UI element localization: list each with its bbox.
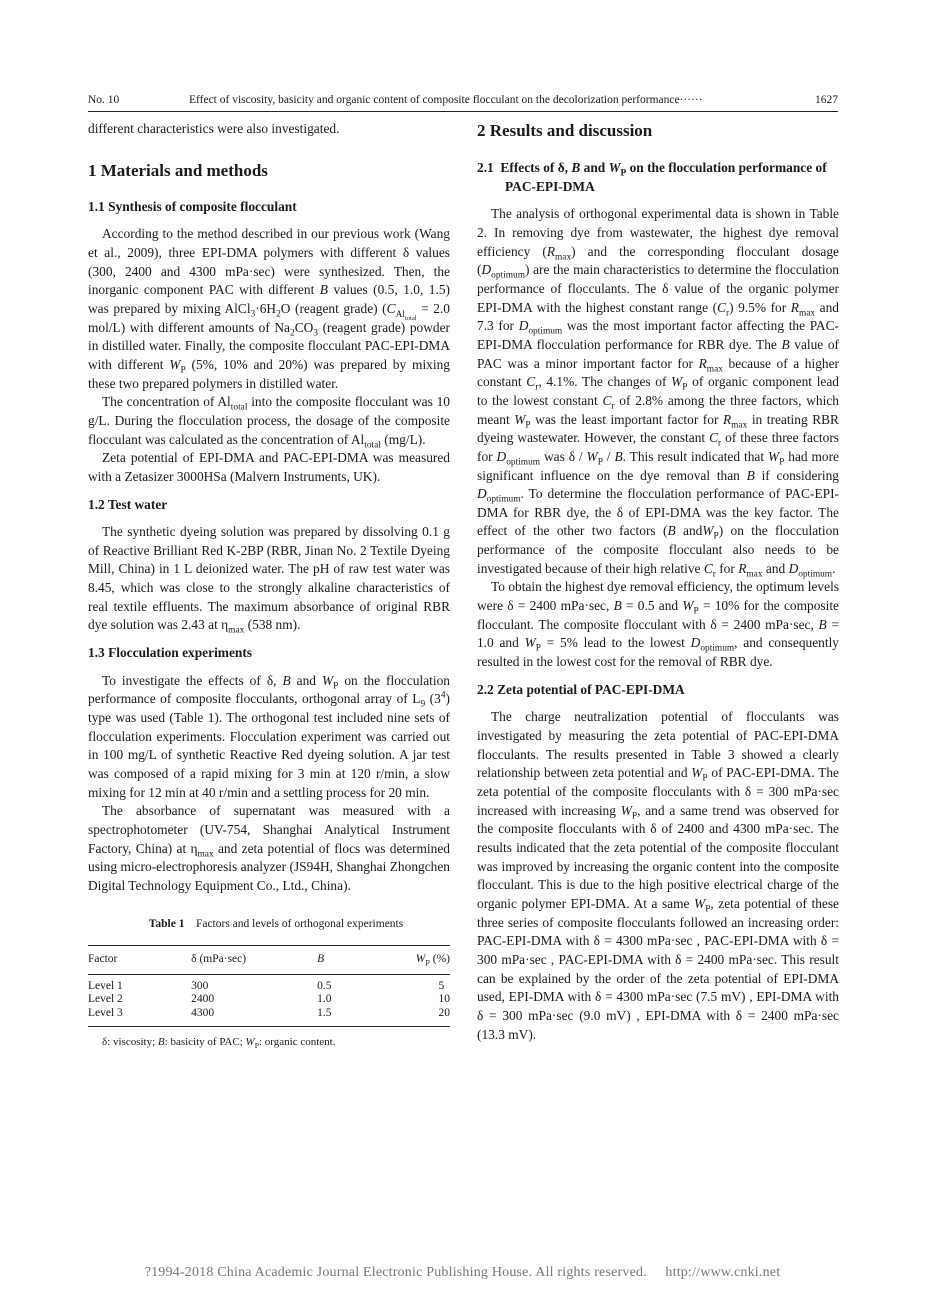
running-header bbox=[88, 94, 838, 110]
right-column bbox=[477, 120, 839, 1044]
table-header-row bbox=[88, 946, 450, 975]
paragraph: The charge neutralization potential of flocculants was investigated by measuring the zeta potential of PAC-EPI-DMA flocculants. The results presented in Table 3 showed a clearly relationship between zeta potential and $W_P$ of PAC-EPI-DMA. The zeta potential of the composite flocculants with δ = 300 mPa·sec increased with increasing $W_P$, and a same trend was observed for the composite flocculants with δ of 2400 and 4300 mPa·sec. The results indicated that the zeta potential of the composite flocculant was improved by increasing the organic content into the composite flocculant. This is due to the high positive electrical charge of the organic polymer EPI-DMA. At a same $W_P$, zeta potential of these three series of composite flocculants followed an increasing order: PAC-EPI-DMA with δ = 4300 mPa·sec , PAC-EPI-DMA with δ = 300 mPa·sec , PAC-EPI-DMA with δ = 2400 mPa·sec. This result can be explained by the order of the zeta potential of EPI-DMA used, EPI-DMA with δ = 4300 mPa·sec (7.5 mV) , EPI-DMA with δ = 300 mPa·sec (9.0 mV) , EPI-DMA with δ = 2400 mPa·sec (13.3 mV). bbox=[477, 709, 839, 1042]
table-row: Level 3 4300 1.5 20 bbox=[88, 1007, 450, 1027]
copyright-footer bbox=[0, 1265, 925, 1281]
paragraph: To obtain the highest dye removal efficiency, the optimum levels were δ = 2400 mPa·sec, B = 0.5 and $W_P = 10\%$ for the composite flocculant. The composite flocculant with δ = 2400 mPa·sec, B = 1.0 and $W_P = 5\%$ lead to the lowest $D_{optimum}$, and consequently resulted in the lowest cost for the removal of RBR dye. bbox=[477, 579, 840, 670]
section-1-3-title: 1.3 Flocculation experiments bbox=[88, 645, 253, 661]
intro-tail: different characteristics were also investigated. bbox=[88, 121, 340, 136]
footer-url: http://www.cnki.net bbox=[665, 1265, 781, 1280]
issue-number: No. 10 bbox=[88, 94, 120, 106]
paragraph: The analysis of orthogonal experimental data is shown in Table 2. In removing dye from wastewater, the highest dye removal efficiency $(R_{max})$ and the corresponding flocculant dosage $(D_{optimum})$ are the main characteristics to determine the flocculation performance of flocculants. The δ value of the organic polymer EPI-DMA with the highest constant range $(C_r)$ 9.5% for $R_{max}$ and 7.3 for $D_{optimum}$ was the most important factor affecting the PAC-EPI-DMA flocculation performance for RBR dye. The B value of PAC was a minor important factor for $R_{max}$ because of a higher constant $C_r$, 4.1%. The changes of $W_P$ of organic component lead to the lowest constant $C_r$ of 2.8% among the three factors, which meant $W_P$ was the least important factor for $R_{max}$ in treating RBR dyeing wastewater. However, the constant $C_r$ of these three factors for $D_{optimum}$ was δ / $W_P$ / B. This result indicated that $W_P$ had more significant influence on the dye removal than B if considering $D_{optimum}$. To determine the flocculation performance of PAC-EPI-DMA for RBR dye, the δ of EPI-DMA was the key factor. The effect of the other two factors (B andW$_P$) on the flocculation performance of the composite flocculant also needs to be investigated because of their high relative $C_r$ for $R_{max}$ and $D_{optimum}$. bbox=[477, 206, 839, 580]
page-number: 1627 bbox=[815, 94, 838, 106]
section-2-2-title: 2.2 Zeta potential of PAC-EPI-DMA bbox=[477, 681, 685, 697]
table-row: Level 1 300 0.5 5 bbox=[88, 979, 445, 992]
table-header: $W_P$ (%) bbox=[401, 946, 451, 975]
copyright-text: ?1994-2018 China Academic Journal Electronic Publishing House. All rights reserved. bbox=[144, 1265, 647, 1280]
section-1-title: 1 Materials and methods bbox=[88, 160, 268, 180]
running-title: Effect of viscosity, basicity and organic content of composite flocculant on the decolorization performance······ bbox=[189, 94, 703, 106]
table-header: δ (mPa·sec) bbox=[191, 946, 317, 975]
section-1-2-title: 1.2 Test water bbox=[88, 496, 168, 512]
section-1-1-title: 1.1 Synthesis of composite flocculant bbox=[88, 198, 297, 214]
paragraph: According to the method described in our previous work (Wang et al., 2009), three EPI-DMA polymers with different δ values (300, 2400 and 4300 mPa·sec) were synthesized. Then, the inorganic component PAC with different B values (0.5, 1.0, 1.5) was prepared by mixing $AlCl_3\cdot 6H_2O$ (reagent grade) ($C_{Al_{total}} = 2.0$ mol/L) with different amounts of $Na_2CO_3$ (reagent grade) powder in distilled water. Finally, the composite flocculant PAC-EPI-DMA with different $W_P$ (5%, 10% and 20%) was prepared by mixing these two prepared polymers in distilled water. bbox=[88, 226, 450, 391]
table-header: Factor bbox=[88, 946, 191, 975]
paragraph: The concentration of $Al_{total}$ into the composite flocculant was 10 g/L. During the flocculation process, the dosage of the composite flocculant was calculated as the concentration of $Al_{total}$ (mg/L). bbox=[88, 394, 450, 451]
table-caption: Table 1 Factors and levels of orthogonal experiments bbox=[148, 917, 404, 930]
table-1 bbox=[88, 915, 450, 1052]
section-2-1-title: 2.1 Effects of δ, B and $W_P$ on the flocculation performance of PAC-EPI-DMA bbox=[477, 160, 827, 194]
left-column bbox=[88, 120, 450, 1052]
paragraph: The synthetic dyeing solution was prepared by dissolving 0.1 g of Reactive Brilliant Red K-2BP (RBR, Jinan No. 2 Textile Dyeing Mill, China) in 1 L deionized water. The pH of raw test water was 8.45, which was close to the strongly alkaline characteristics of real textile effluents. The maximum absorbance of original RBR dye solution was 2.43 at $\eta_{max}$ (538 nm). bbox=[88, 524, 450, 637]
header-rule bbox=[88, 111, 838, 112]
table-note: δ: viscosity; B: basicity of PAC; $W_P$: organic content. bbox=[102, 1036, 336, 1051]
table-header: B bbox=[317, 946, 400, 975]
table-1-grid bbox=[88, 945, 450, 1027]
paragraph: The absorbance of supernatant was measured with a spectrophotometer (UV-754, Shanghai Analytical Instrument Factory, China) at $\eta_{max}$ and zeta potential of flocs was determined using micro-electrophoresis analyzer (JS94H, Shanghai Zhongchen Digital Technology Equipment Co., Ltd., China). bbox=[88, 803, 450, 893]
paragraph: Zeta potential of EPI-DMA and PAC-EPI-DMA was measured with a Zetasizer 3000HSa (Malvern Instruments, UK). bbox=[88, 450, 450, 484]
section-2-title: 2 Results and discussion bbox=[477, 121, 653, 140]
paragraph: To investigate the effects of δ, B and $W_P$ on the flocculation performance of composite flocculants, orthogonal array of $L_9$ $(3^4)$ type was used (Table 1). The orthogonal test included nine sets of flocculation experiments. Flocculation experiment was carried out in 100 mg/L of synthetic Reactive Red dyeing solution. A jar test was composed of a rapid mixing for 3 min at 120 r/min, a slow mixing for 12 min at 40 r/min and a settling process for 20 min. bbox=[88, 672, 450, 800]
table-row: Level 2 2400 1.0 10 bbox=[88, 993, 450, 1006]
